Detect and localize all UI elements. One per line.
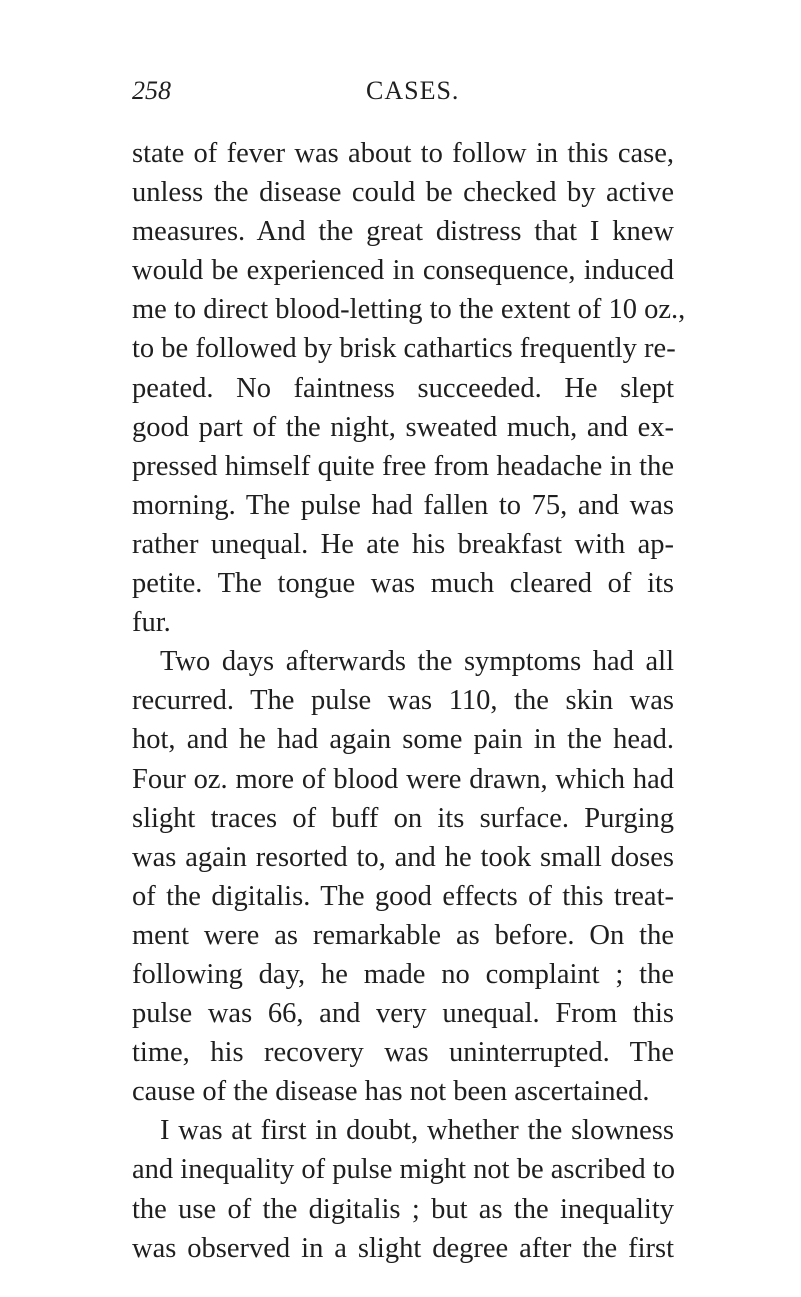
text-line: of the digitalis. The good effects of this treat- <box>132 880 674 912</box>
text-line: to be followed by brisk cathartics frequently re- <box>132 333 676 365</box>
text-line: ment were as remarkable as before. On the <box>132 919 674 951</box>
text-line: recurred. The pulse was 110, the skin was <box>132 685 674 717</box>
body-text <box>132 134 686 1268</box>
text-line: good part of the night, sweated much, and ex- <box>132 411 674 443</box>
text-line: was observed in a slight degree after the first <box>132 1232 674 1264</box>
running-title: CASES. <box>366 76 460 105</box>
text-line: morning. The pulse had fallen to 75, and was <box>132 489 674 521</box>
text-line: petite. The tongue was much cleared of its <box>132 568 674 600</box>
text-line: rather unequal. He ate his breakfast with ap- <box>132 528 674 560</box>
text-line: fur. <box>132 607 171 639</box>
text-line: unless the disease could be checked by active <box>132 177 674 209</box>
text-line: state of fever was about to follow in this case, <box>132 138 674 169</box>
text-line: and inequality of pulse might not be ascribed to <box>132 1154 675 1186</box>
text-line: hot, and he had again some pain in the head. <box>132 724 674 756</box>
text-line: was again resorted to, and he took small doses <box>132 841 674 873</box>
text-line: slight traces of buff on its surface. Purging <box>132 802 674 834</box>
text-line: following day, he made no complaint ; the <box>132 958 674 990</box>
running-head <box>132 74 692 108</box>
text-line: pulse was 66, and very unequal. From this <box>132 998 674 1030</box>
text-line: I was at first in doubt, whether the slowness <box>160 1115 674 1147</box>
text-line: time, his recovery was uninterrupted. The <box>132 1037 674 1069</box>
text-line: me to direct blood-letting to the extent of 10 oz., <box>132 294 686 326</box>
text-line: Four oz. more of blood were drawn, which had <box>132 763 674 795</box>
text-line: Two days afterwards the symptoms had all <box>160 646 674 678</box>
text-line: measures. And the great distress that I knew <box>132 216 674 248</box>
text-line: would be experienced in consequence, induced <box>132 255 674 287</box>
text-line: pressed himself quite free from headache in the <box>132 450 674 482</box>
page-number: 258 <box>132 76 171 105</box>
text-line: cause of the disease has not been ascertained. <box>132 1076 650 1108</box>
text-line: the use of the digitalis ; but as the inequality <box>132 1193 674 1225</box>
text-line: peated. No faintness succeeded. He slept <box>132 372 674 404</box>
